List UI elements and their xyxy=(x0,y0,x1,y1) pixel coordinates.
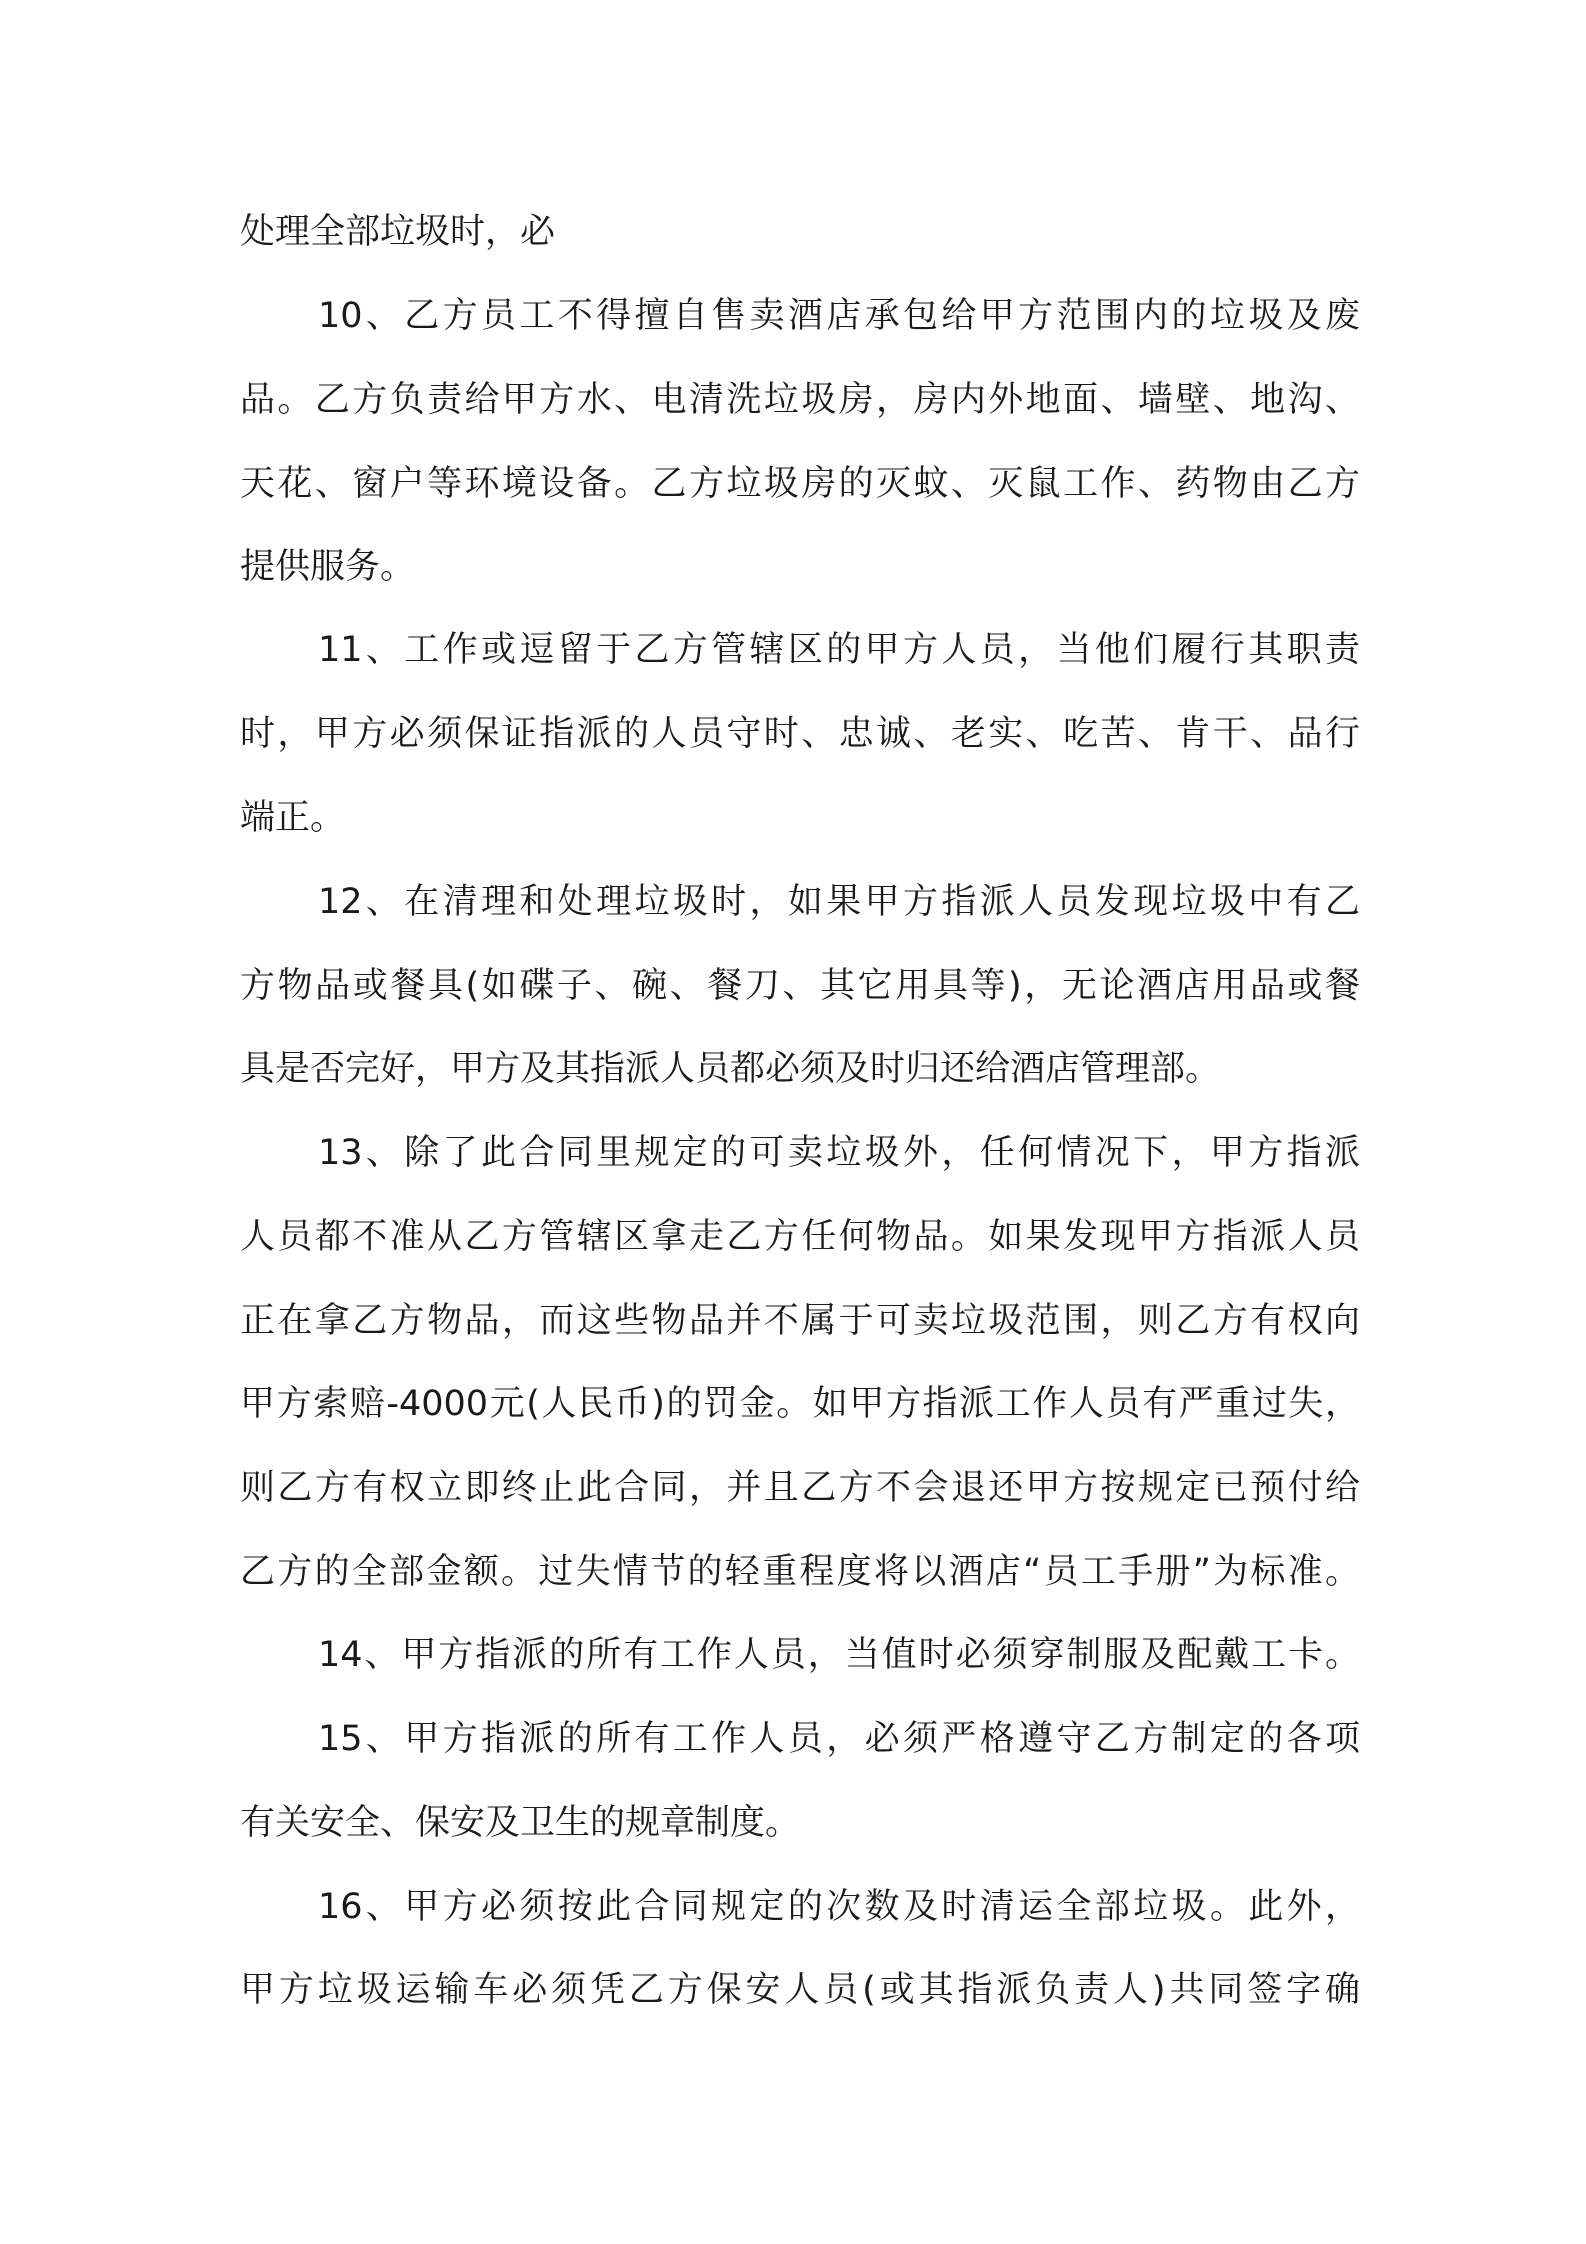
text-line: 乙方的全部金额。过失情节的轻重程度将以酒店“员工手册”为标准。 xyxy=(240,1552,1360,1592)
text-line: 甲方垃圾运输车必须凭乙方保安人员(或其指派负责人)共同签字确 xyxy=(240,1970,1360,2010)
text-line: 具是否完好，甲方及其指派人员都必须及时归还给酒店管理部。 xyxy=(240,1049,1221,1089)
clause-14-line: 14、甲方指派的所有工作人员，当值时必须穿制服及配戴工卡。 xyxy=(318,1635,1360,1675)
text-line: 甲方索赔-4000元(人民币)的罚金。如甲方指派工作人员有严重过失， xyxy=(240,1384,1360,1424)
text-line: 人员都不准从乙方管辖区拿走乙方任何物品。如果发现甲方指派人员 xyxy=(240,1217,1360,1257)
text-line: 则乙方有权立即终止此合同，并且乙方不会退还甲方按规定已预付给 xyxy=(240,1468,1360,1508)
text-line: 正在拿乙方物品，而这些物品并不属于可卖垃圾范围，则乙方有权向 xyxy=(240,1301,1360,1341)
clause-10-line: 10、乙方员工不得擅自售卖酒店承包给甲方范围内的垃圾及废 xyxy=(318,296,1360,336)
clause-12-line: 12、在清理和处理垃圾时，如果甲方指派人员发现垃圾中有乙 xyxy=(318,882,1360,922)
text-line: 品。乙方负责给甲方水、电清洗垃圾房，房内外地面、墙壁、地沟、 xyxy=(240,380,1360,420)
clause-13-line: 13、除了此合同里规定的可卖垃圾外，任何情况下，甲方指派 xyxy=(318,1133,1360,1173)
text-line: 处理全部垃圾时，必 xyxy=(240,212,556,252)
clause-16-line: 16、甲方必须按此合同规定的次数及时清运全部垃圾。此外， xyxy=(318,1887,1360,1927)
clause-11-line: 11、工作或逗留于乙方管辖区的甲方人员，当他们履行其职责 xyxy=(318,630,1360,670)
text-line: 端正。 xyxy=(240,798,346,838)
text-line: 有关安全、保安及卫生的规章制度。 xyxy=(240,1803,801,1843)
text-line: 提供服务。 xyxy=(240,547,416,587)
text-line: 时，甲方必须保证指派的人员守时、忠诚、老实、吃苦、肯干、品行 xyxy=(240,714,1360,754)
text-line: 方物品或餐具(如碟子、碗、餐刀、其它用具等)，无论酒店用品或餐 xyxy=(240,966,1360,1006)
clause-15-line: 15、甲方指派的所有工作人员，必须严格遵守乙方制定的各项 xyxy=(318,1719,1360,1759)
text-line: 天花、窗户等环境设备。乙方垃圾房的灭蚊、灭鼠工作、药物由乙方 xyxy=(240,464,1360,504)
